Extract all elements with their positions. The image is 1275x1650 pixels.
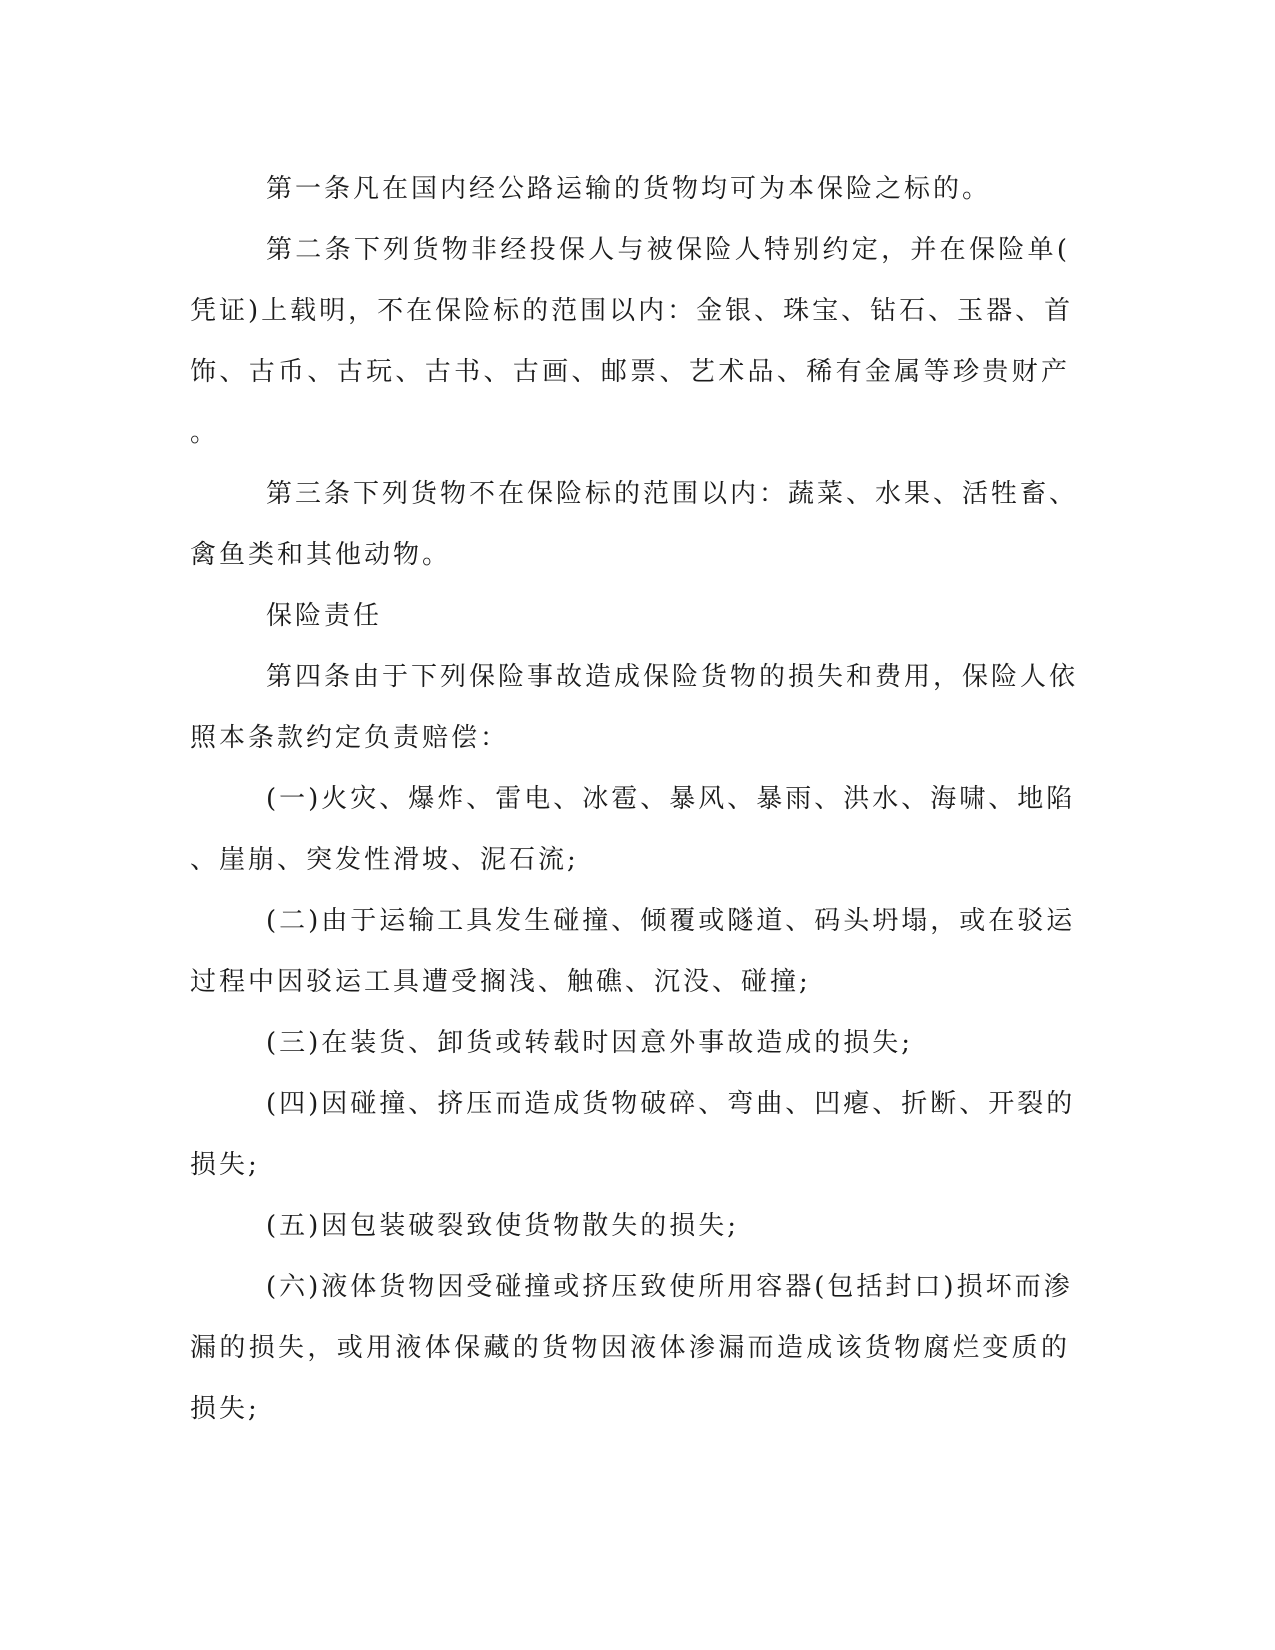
text-line: (六)液体货物因受碰撞或挤压致使所用容器(包括封口)损坏而渗 [266,1272,1073,1302]
text-line: 第三条下列货物不在保险标的范围以内：蔬菜、水果、活牲畜、 [266,479,1079,509]
text-line: 第四条由于下列保险事故造成保险货物的损失和费用，保险人依 [266,662,1079,692]
text-line: 饰、古币、古玩、古书、古画、邮票、艺术品、稀有金属等珍贵财产 [190,357,1070,387]
paragraph-article-1 [190,159,1070,220]
text-line: (四)因碰撞、挤压而造成货物破碎、弯曲、凹瘪、折断、开裂的 [266,1089,1076,1119]
text-line: 损失; [190,1150,260,1180]
clause-item-5 [190,1196,1070,1257]
text-line: (五)因包装破裂致使货物散失的损失; [266,1211,740,1241]
text-line: 第二条下列货物非经投保人与被保险人特别约定，并在保险单( [266,235,1070,265]
text-line: 漏的损失，或用液体保藏的货物因液体渗漏而造成该货物腐烂变质的 [190,1333,1070,1363]
paragraph-article-2 [190,220,1074,464]
text-line: 。 [190,418,220,448]
text-line: (一)火灾、爆炸、雷电、冰雹、暴风、暴雨、洪水、海啸、地陷 [266,784,1076,814]
text-line: 照本条款约定负责赔偿： [190,723,510,753]
paragraph-article-4 [190,647,1079,769]
text-line: (三)在装货、卸货或转载时因意外事故造成的损失; [266,1028,914,1058]
text-line: 损失; [190,1394,260,1424]
text-line: 第一条凡在国内经公路运输的货物均可为本保险之标的。 [266,174,992,204]
section-heading-insurance-liability [190,586,1070,647]
text-line: 过程中因驳运工具遭受搁浅、触礁、沉没、碰撞; [190,967,811,997]
document-body [190,159,1079,1440]
clause-item-6 [190,1257,1073,1440]
text-line: (二)由于运输工具发生碰撞、倾覆或隧道、码头坍塌，或在驳运 [266,906,1076,936]
clause-item-3 [190,1013,1070,1074]
clause-item-1 [190,769,1076,891]
text-line: 、崖崩、突发性滑坡、泥石流; [190,845,579,875]
section-heading: 保险责任 [266,601,383,631]
paragraph-article-3 [190,464,1079,586]
text-line: 凭证)上载明，不在保险标的范围以内：金银、珠宝、钻石、玉器、首 [190,296,1074,326]
clause-item-2 [190,891,1076,1013]
clause-item-4 [190,1074,1076,1196]
text-line: 禽鱼类和其他动物。 [190,540,452,570]
